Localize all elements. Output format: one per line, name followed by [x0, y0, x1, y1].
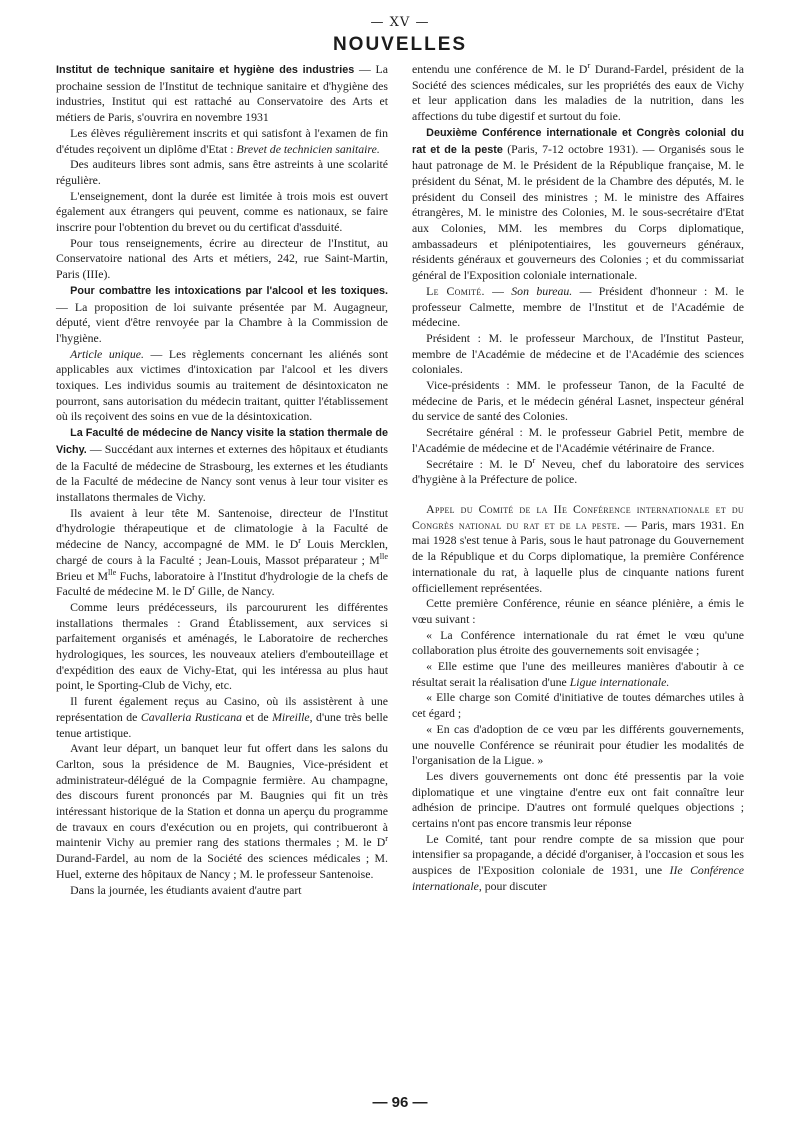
item-text: — Paris, mars 1931. En mai 1928 s'est tenue à Paris, sous le haut patronage du Gouvernement de la République et du Corps diplomatique, la première Conférence internationale du rat, à laquelle plus de cinquante nations furent officiellement représentées. [412, 517, 744, 595]
paragraph: L'enseignement, dont la durée est limitée à trois mois est ouvert également aux étrangers qui peuvent, comme es nationaux, se faire inscrire pour l'obtention du brevet ou du certificat d'assduité. [56, 188, 388, 235]
item-text: — La proposition de loi suivante présentée par M. Augagneur, député, vient d'être renvoyée par la Chambre à la Commission de l'hygiène. [56, 299, 388, 345]
paragraph: Article unique. — Les règlements concernant les aliénés sont applicables aux victimes d'intoxication par l'alcool et les divers toxiques. Les individus soumis au traitement de désintoxicaton ne pourront, sans autorisation du médecin traitant, quitter l'établissement où ils reçoivent des soins en vue de la désintoxication. [56, 346, 388, 424]
page-folio: — XV — [370, 15, 430, 30]
news-item-intoxications [56, 283, 388, 347]
paragraph: Dans la journée, les étudiants avaient d'autre part [70, 882, 302, 897]
item-heading: Pour combattre les intoxications par l'alcool et les toxiques. [70, 284, 388, 297]
paragraph: Il furent également reçus au Casino, où ils assistèrent à une représentation de Cavalleria Rusticana et de Mireille, d'une très belle tenue artistique. [56, 694, 389, 740]
paragraph: Secrétaire : M. le $D^r$ Neveu, chef du laboratoire des services d'hygiène à la Préfecture de police. [412, 455, 745, 487]
paragraph: Les élèves régulièrement inscrits et qui satisfont à l'examen de fin d'études reçoivent un diplôme d'Etat : Brevet de technicien sanitaire. [56, 125, 388, 156]
news-item-appel [412, 502, 744, 596]
italic-text: Brevet de technicien sanitaire. [236, 141, 380, 156]
item-heading: La Faculté de médecine de Nancy visite la station thermale de Vichy. [56, 427, 388, 456]
paragraph: Secrétaire général : M. le professeur Gabriel Petit, membre de l'Académie de médecine et de l'Académie vétérinaire de France. [412, 425, 744, 455]
news-item-conference-rat [412, 125, 744, 284]
paragraph: Des auditeurs libres sont admis, sans être astreints à une scolarité régulière. [56, 157, 388, 187]
item-heading: Appel du Comité de la IIe Conférence internationale et du Congrès national du rat et de la peste. [412, 501, 744, 532]
item-text: — Succédant aux internes et externes des hôpitaux et étudiants de la Faculté de médecine de Strasbourg, les externes et les étudiants de la Faculté de médecine de Nancy sont venus à leur tour visiter es installatons thermales de Vichy. [56, 441, 388, 504]
paragraph: Le Comité. — Son bureau. — Président d'honneur : M. le professeur Calmette, membre de l'Institut et de l'Académie de médecine. [412, 283, 744, 330]
item-text: (Paris, 7-12 octobre 1931). — Organisés sous le haut patronage de M. le Président de la République française, M. le président du Sénat, M. le président de la Chambre des députés, M. le président du Conseil des ministres ; M. le ministre des Affaires étrangères, M. le ministre des Colonies, M. le sous-secrétaire d'Etat aux Colonies, MM. les membres du Corps diplomatique, ambassadeurs et plénipotentiaires, les gouverneurs généraux, résidents généraux et gouverneurs des Colonies ; et du commissariat général de l'Exposition coloniale internationale. [412, 141, 744, 283]
paragraph: Cette première Conférence, réunie en séance plénière, a émis le vœu suivant : [412, 596, 744, 626]
paragraph: Pour tous renseignements, écrire au directeur de l'Institut, au Conservatoire national des Arts et métiers, 242, rue Saint-Martin, Paris (IIIe). [56, 235, 388, 282]
paragraph: Avant leur départ, un banquet leur fut offert dans les salons du Carlton, sous la présidence de M. Baugnies, Vice-président et administrateur-délégué de la Compagnie fermière. Au champagne, des discours furent prononcés par M. Baugnies qui fit un très intéressant historique de la Station et donna un aperçu du programme de travaux en cours d'exécution ou en projets, qui contribueront à maintenir Vichy au premier rang des stations thermales ; M. le $D^r$ Durand-Fardel, au nom de la Société des sciences médicales ; M. Huel, externe des hôpitaux de Nancy ; M. le professeur Santenoise. [56, 741, 388, 881]
paragraph: « La Conférence internationale du rat émet le vœu qu'une collaboration plus étroite des gouvernements soit envisagée ; [412, 627, 744, 658]
paragraph: Les divers gouvernements ont donc été pressentis par la voie diplomatique et une vingtaine d'entre eux ont fait connaître leur adhésion de principe. D'autres ont formulé quelques objections ; certains n'ont pas encore transmis leur réponse [412, 768, 744, 831]
paragraph: Vice-présidents : MM. le professeur Tanon, de la Faculté de médecine de Paris, et le médecin général Lasnet, inspecteur général du service de santé des Colonies. [412, 378, 744, 424]
section-title: NOUVELLES [332, 34, 468, 55]
paragraph: « Elle charge son Comité d'initiative de toutes démarches utiles à cet égard ; [412, 690, 744, 721]
news-item-institut [56, 62, 388, 126]
right-column [412, 62, 744, 898]
item-heading: Deuxième Conférence internationale et Congrès colonial du rat et de la peste [412, 126, 744, 156]
paragraph: Le Comité, tant pour rendre compte de sa mission que pour intensifier sa propagande, a décidé d'organiser, à l'occasion et sous les auspices de l'Exposition coloniale de 1931, une IIe Conférence internationale, pour discuter [412, 831, 745, 893]
page-number: — 96 — [372, 1094, 428, 1111]
item-heading: Institut de technique sanitaire et hygiène des industries [56, 64, 355, 76]
paragraph: « En cas d'adoption de ce vœu par les différents gouvernements, une nouvelle Conférence se réunirait pour étudier les modalités de l'organisation de la Ligue. » [412, 721, 744, 768]
left-column [56, 62, 388, 898]
two-column-body [56, 62, 744, 898]
item-text: — La prochaine session de l'Institut de technique sanitaire et d'hygiène des industries, Institut qui est rattaché au Conservatoire des Arts et métiers de Paris, s'ouvrira en novembre 1931 [56, 62, 388, 125]
paragraph: Président : M. le professeur Marchoux, de l'Institut Pasteur, membre de l'Académie de médecine et de l'Académie des sciences coloniales. [412, 330, 744, 377]
paragraph: « Elle estime que l'une des meilleures manières d'aboutir à ce résultat serait la réalisation d'une Ligue internationale. [412, 659, 744, 689]
paragraph: entendu une conférence de M. le $D^r$ Durand-Fardel, président de la Société des sciences médicales, sur les propriétés des eaux de Vichy et leur application dans les maladies de la nutrition, dans les affections du tube digestif et surtout du foie. [412, 61, 744, 124]
news-item-nancy-vichy [56, 425, 388, 506]
paragraph: Comme leurs prédécesseurs, ils parcoururent les différentes installations thermales : Grand Établissement, aux services si parfaitement organisés et aménagés, le Laboratoire de recherches hydrologiques, les sources, les nouveaux ateliers d'embouteillage et d'expédition des eaux de Vichy-Etat, qui les intéressa au plus haut point, le Sporting-Club de Vichy, etc. [56, 599, 388, 693]
paragraph: Ils avaient à leur tête M. Santenoise, directeur de l'Institut d'hydrologie thérapeutique et de climatologie à la Faculté de médecine de Nancy, accompagné de MM. le $D^r$ Louis Mercklen, chargé de cours à la Faculté ; Jean-Louis, Massot préparateur ; $M^{lle}$ Brieu et $M^{lle}$ Fuchs, laboratoire à l'Institut d'hydrologie de la chefs de Faculté de médecine M. le $D^r$ Gille, de Nancy. [56, 505, 388, 599]
italic-text: Article unique. [70, 346, 144, 361]
